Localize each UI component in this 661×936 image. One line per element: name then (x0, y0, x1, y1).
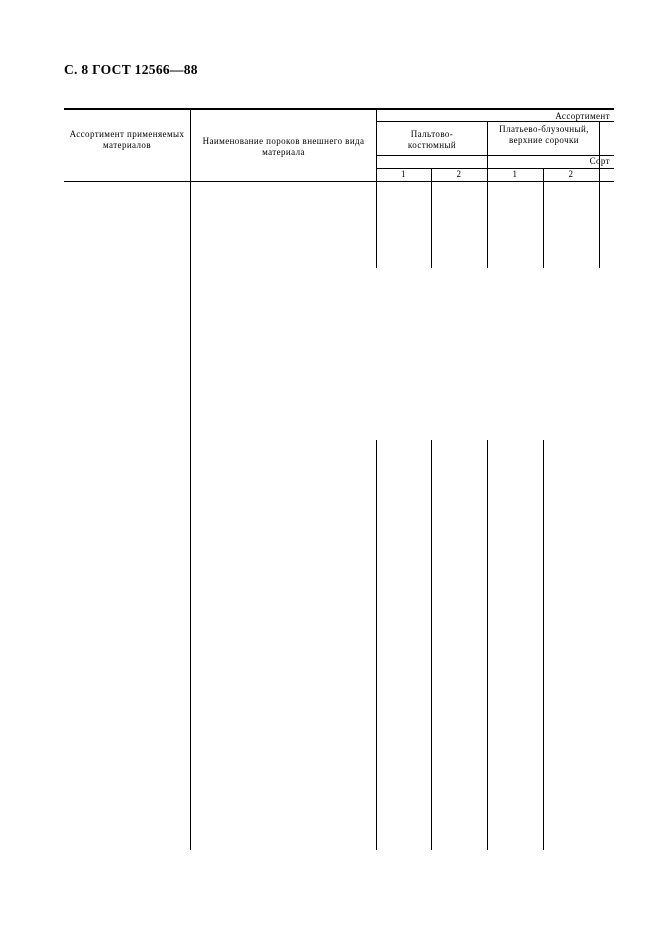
table-top-rule (64, 108, 614, 110)
grade-1-dress: 1 (512, 169, 518, 179)
grade-divider-1 (431, 440, 432, 850)
last-col-divider (599, 181, 600, 268)
header-bottom-rule (64, 181, 614, 182)
header-grade: Сорт (589, 156, 610, 166)
header-dress: Платьево-блузочный, верхние сорочки (499, 124, 589, 145)
col-header-materials: Ассортимент применяемых материалов (69, 129, 185, 150)
col2-divider (376, 440, 377, 850)
page-header: С. 8 ГОСТ 12566—88 (64, 62, 198, 77)
grade-divider-1 (431, 181, 432, 268)
header-assortment: Ассортимент (555, 111, 610, 121)
col1-divider (190, 181, 191, 850)
col1-divider-head (190, 108, 191, 181)
header-suit: Пальтово-костюмный (407, 129, 457, 150)
grade-2-suit: 2 (456, 169, 462, 179)
last-col-divider (599, 121, 600, 181)
grade-1-suit: 1 (401, 169, 406, 179)
col-header-defects: Наименование пороков внешнего вида материала (202, 136, 365, 157)
type-divider (487, 440, 488, 850)
grade-divider-2 (543, 181, 544, 268)
col2-divider (376, 181, 377, 268)
grade-divider-2 (543, 440, 544, 850)
grade-2-dress: 2 (568, 169, 574, 179)
type-divider (487, 181, 488, 268)
